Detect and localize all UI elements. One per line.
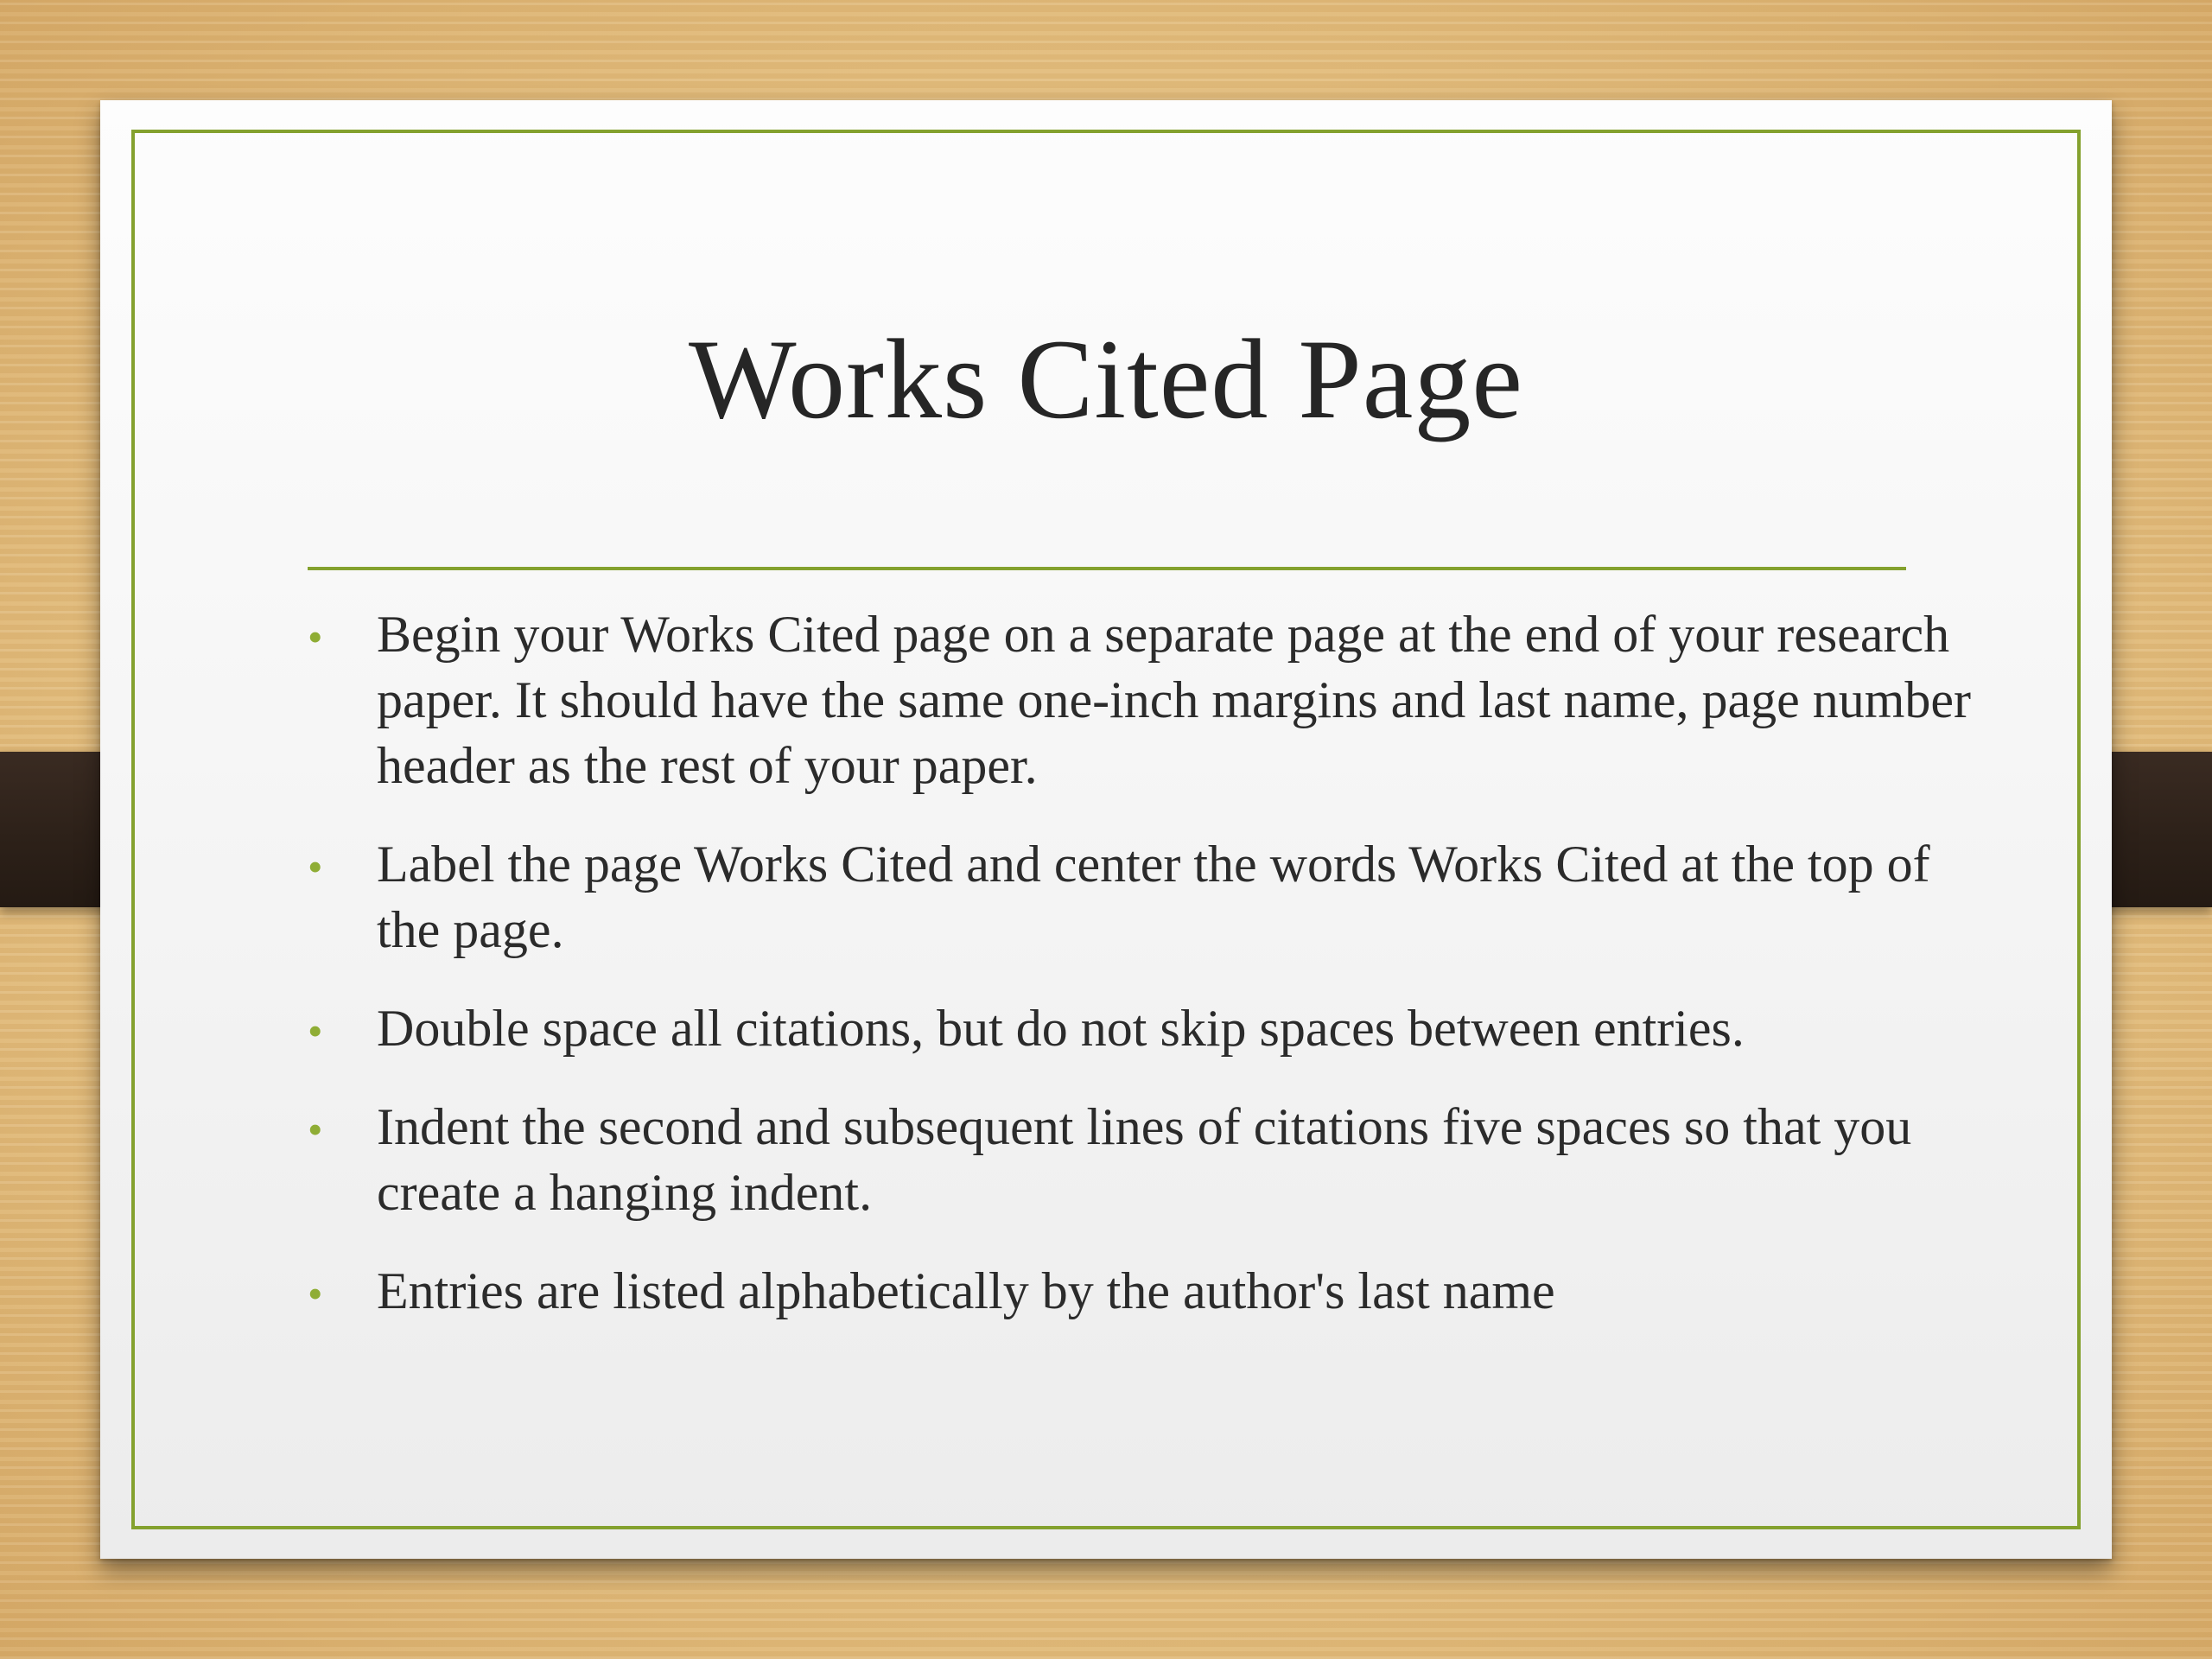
bullet-text: Entries are listed alphabetically by the author's last name bbox=[377, 1262, 1555, 1319]
bullet-item bbox=[308, 601, 2001, 798]
bullet-item bbox=[308, 1258, 2001, 1324]
bullet-dot-icon: • bbox=[308, 1007, 323, 1055]
bullet-list bbox=[308, 601, 2001, 1357]
slide bbox=[100, 100, 2112, 1559]
bullet-item bbox=[308, 995, 2001, 1061]
bullet-item bbox=[308, 1094, 2001, 1225]
bullet-text: Label the page Works Cited and center the words Works Cited at the top of the page. bbox=[377, 836, 1930, 958]
bullet-dot-icon: • bbox=[308, 1269, 323, 1318]
bullet-dot-icon: • bbox=[308, 613, 323, 661]
slide-title: Works Cited Page bbox=[689, 315, 1523, 442]
bullet-dot-icon: • bbox=[308, 1105, 323, 1154]
bullet-text: Double space all citations, but do not skip spaces between entries. bbox=[377, 1000, 1745, 1057]
bullet-item bbox=[308, 831, 2001, 963]
bullet-text: Begin your Works Cited page on a separate page at the end of your research paper. It should have the same one-inch margins and last name, page number header as the rest of your paper. bbox=[377, 606, 1971, 794]
bullet-dot-icon: • bbox=[308, 842, 323, 891]
bullet-text: Indent the second and subsequent lines of citations five spaces so that you create a hanging indent. bbox=[377, 1098, 1912, 1221]
title-divider bbox=[308, 567, 1906, 570]
